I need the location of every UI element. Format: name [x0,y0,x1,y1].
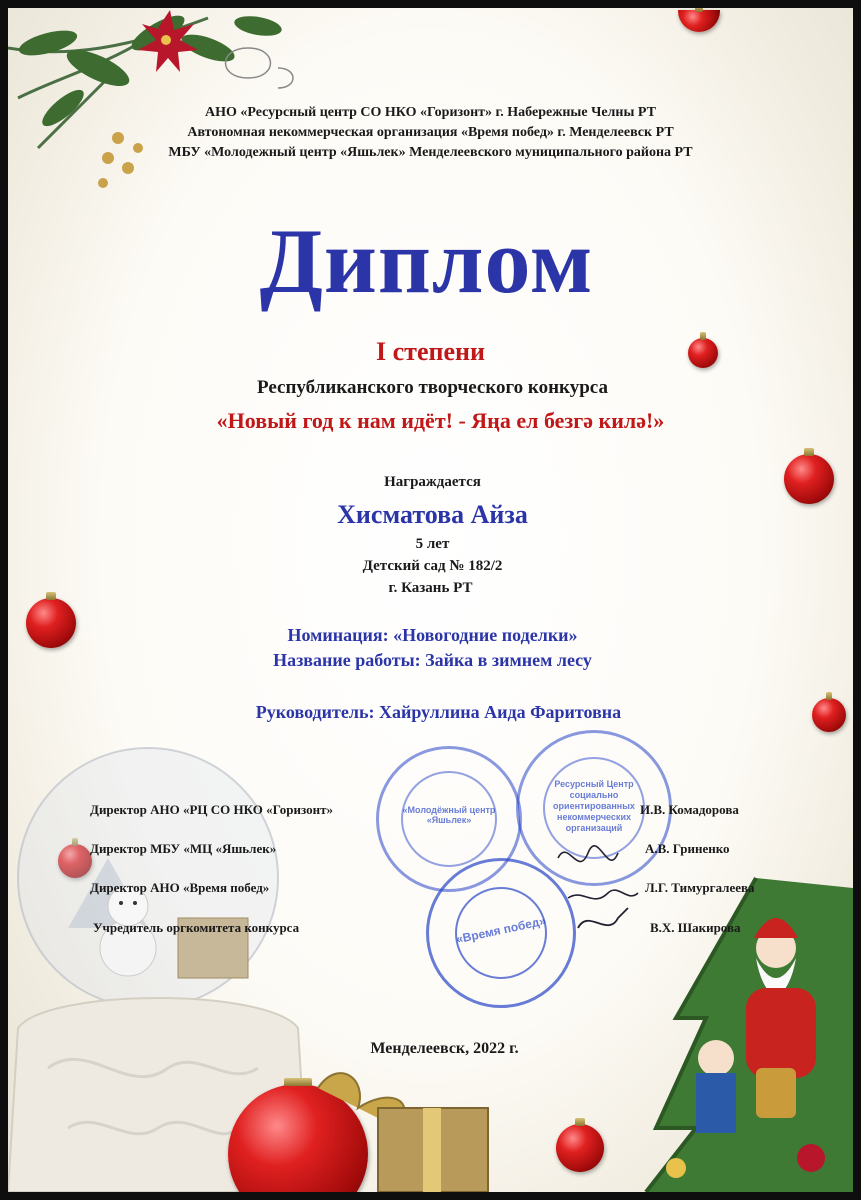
nomination: Номинация: «Новогодние поделки» [287,625,578,645]
seal-youth-center-text: «Молодёжный центр «Яшьлек» [402,805,496,825]
recipient-city: г. Казань РТ [388,580,473,596]
supervisor: Руководитель: Хайруллина Аида Фаритовна [255,702,622,722]
contest-name: «Новый год к нам идёт! - Яңа ел безгә килә!» [216,408,665,433]
signature-name-3: Л.Г. Тимургалеева [645,880,755,895]
signature-position-2: Директор МБУ «МЦ «Яшьлек» [90,841,277,856]
signature-position-3: Директор АНО «Время побед» [90,880,270,895]
awarded-label: Награждается [384,474,481,490]
signature-name-4: В.Х. Шакирова [650,920,741,935]
christmas-ball-top-right [678,10,720,32]
seal-resource-center-text: Ресурсный Центр социально ориентированных некоммерческих организаций [553,779,635,833]
recipient-institution: Детский сад № 182/2 [362,558,503,574]
christmas-tree-santa-decoration [636,868,853,1192]
recipient-age: 5 лет [415,536,450,552]
diploma-degree: I степени [376,337,485,366]
organizer-line-1: АНО «Ресурсный центр СО НКО «Горизонт» г. Набережные Челны РТ [205,105,656,120]
recipient-name: Хисматова Айза [337,500,528,529]
signature-name-2: А.В. Гриненко [645,841,730,856]
signature-position-1: Директор АНО «РЦ СО НКО «Горизонт» [90,802,333,817]
gold-ribbon-decoration [298,1058,498,1192]
contest-type: Республиканского творческого конкурса [257,377,608,398]
seal-vremya-pobed-text: «Время побед» [454,913,548,947]
work-title: Название работы: Зайка в зимнем лесу [273,650,592,670]
diploma-title: Диплом [259,210,594,312]
christmas-ball-bottom-right [556,1124,604,1172]
signature-position-4: Учредитель оргкомитета конкурса [93,920,300,935]
footer-place-date: Менделеевск, 2022 г. [370,1040,519,1057]
diploma-page [8,8,853,1192]
organizer-line-3: МБУ «Молодежный центр «Яшьлек» Менделеевского муниципального района РТ [168,145,693,160]
organizer-line-2: Автономная некоммерческая организация «Время побед» г. Менделеевск РТ [187,125,674,140]
signature-name-1: И.В. Комадорова [640,802,739,817]
